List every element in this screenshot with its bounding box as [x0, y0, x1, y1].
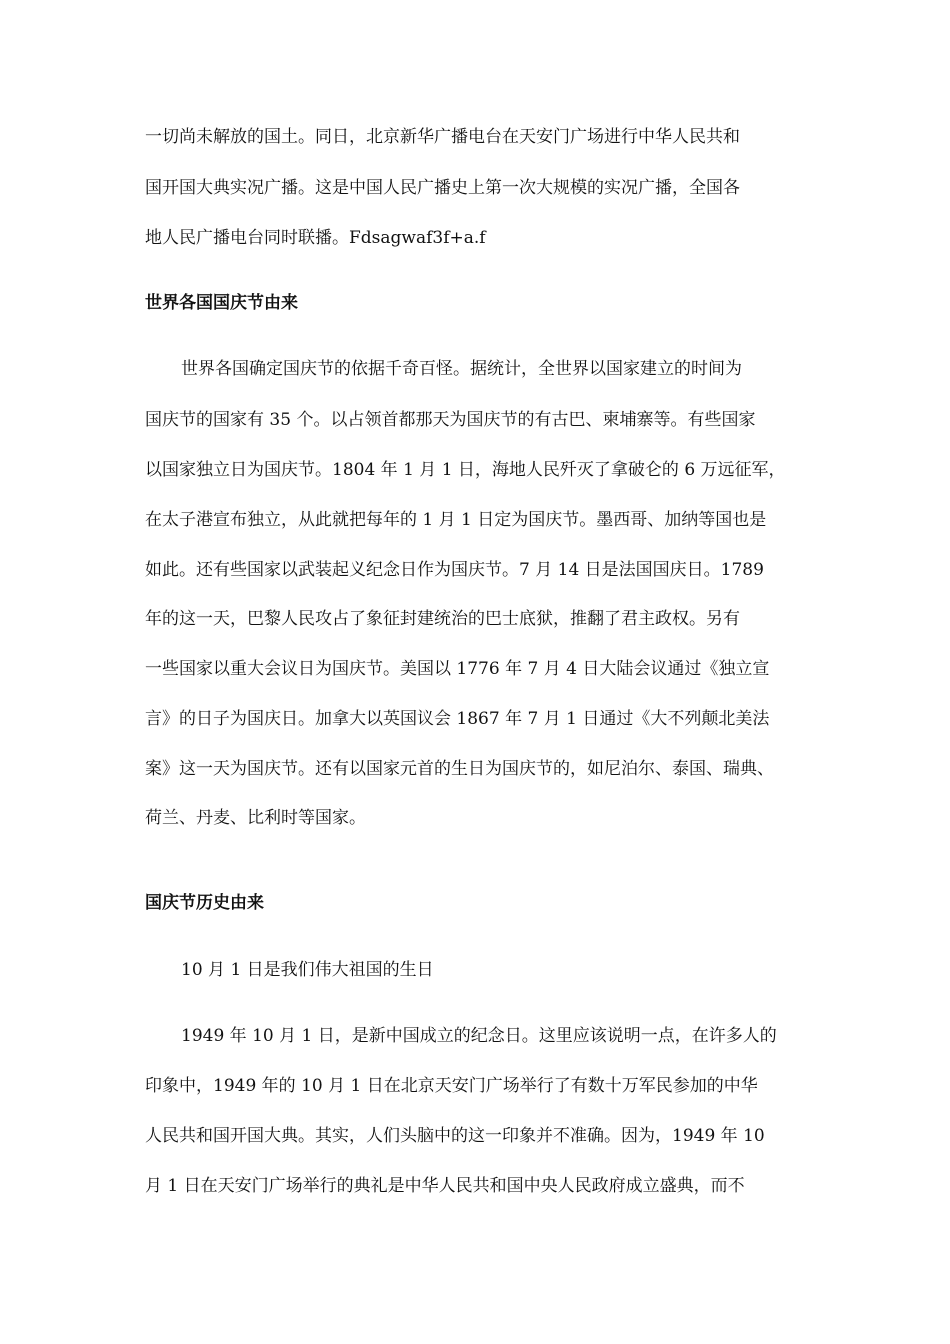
paragraph-line: 案》这一天为国庆节。还有以国家元首的生日为国庆节的，如尼泊尔、泰国、瑞典、	[145, 759, 774, 779]
intro-line: 一切尚未解放的国土。同日，北京新华广播电台在天安门广场进行中华人民共和	[145, 127, 740, 147]
paragraph-line: 如此。还有些国家以武装起义纪念日作为国庆节。7 月 14 日是法国国庆日。1789	[145, 560, 764, 580]
paragraph-line: 言》的日子为国庆日。加拿大以英国议会 1867 年 7 月 1 日通过《大不列颠北美法	[145, 709, 770, 729]
section-heading-world-national-days: 世界各国国庆节由来	[145, 293, 298, 313]
paragraph-line: 世界各国确定国庆节的依据千奇百怪。据统计，全世界以国家建立的时间为	[181, 359, 742, 379]
section-heading-national-day-history: 国庆节历史由来	[145, 893, 264, 913]
intro-line: 国开国大典实况广播。这是中国人民广播史上第一次大规模的实况广播，全国各	[145, 178, 740, 198]
paragraph-line: 荷兰、丹麦、比利时等国家。	[145, 808, 366, 828]
paragraph-line: 一些国家以重大会议日为国庆节。美国以 1776 年 7 月 4 日大陆会议通过《独立宣	[145, 659, 770, 679]
paragraph-line: 年的这一天，巴黎人民攻占了象征封建统治的巴士底狱，推翻了君主政权。另有	[145, 609, 740, 629]
paragraph-line: 人民共和国开国大典。其实，人们头脑中的这一印象并不准确。因为，1949 年 10	[145, 1126, 765, 1146]
section-subtitle: 10 月 1 日是我们伟大祖国的生日	[181, 960, 434, 980]
paragraph-line: 在太子港宣布独立，从此就把每年的 1 月 1 日定为国庆节。墨西哥、加纳等国也是	[145, 510, 767, 530]
paragraph-line: 国庆节的国家有 35 个。以占领首都那天为国庆节的有古巴、柬埔寨等。有些国家	[145, 410, 756, 430]
paragraph-line: 以国家独立日为国庆节。1804 年 1 月 1 日，海地人民歼灭了拿破仑的 6 万远征军，	[145, 460, 786, 480]
paragraph-line: 1949 年 10 月 1 日，是新中国成立的纪念日。这里应该说明一点，在许多人的	[181, 1026, 777, 1046]
paragraph-line: 印象中，1949 年的 10 月 1 日在北京天安门广场举行了有数十万军民参加的中华	[145, 1076, 758, 1096]
intro-line: 地人民广播电台同时联播。Fdsagwaf3f+a.f	[145, 228, 486, 248]
paragraph-line: 月 1 日在天安门广场举行的典礼是中华人民共和国中央人民政府成立盛典，而不	[145, 1176, 745, 1196]
